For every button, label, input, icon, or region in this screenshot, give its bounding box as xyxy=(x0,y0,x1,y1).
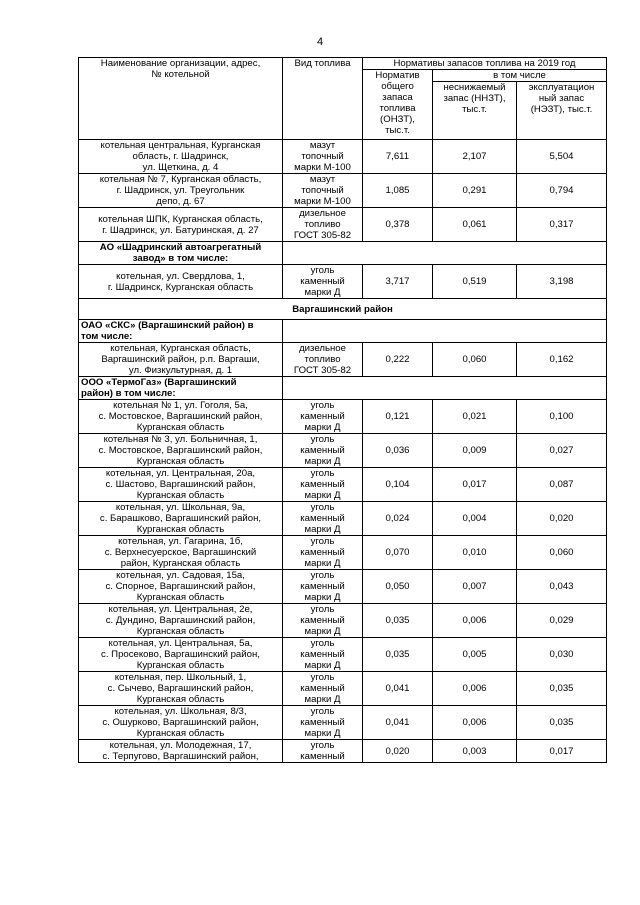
nnzt-cell: 0,017 xyxy=(433,468,517,502)
total-cell: 0,020 xyxy=(363,740,433,763)
group-header-row xyxy=(79,377,607,400)
group-header-row xyxy=(79,242,607,265)
nezt-cell: 0,029 xyxy=(517,604,607,638)
org-cell: котельная, ул. Молодежная, 17, с. Терпугово, Варгашинский район, xyxy=(79,740,283,763)
nnzt-cell: 0,006 xyxy=(433,672,517,706)
total-cell: 0,121 xyxy=(363,400,433,434)
group-empty-cell xyxy=(283,320,607,343)
header-norms: Нормативы запасов топлива на 2019 год xyxy=(363,58,607,70)
table-row xyxy=(79,265,607,299)
nnzt-cell: 0,006 xyxy=(433,604,517,638)
nezt-cell: 3,198 xyxy=(517,265,607,299)
table-row xyxy=(79,343,607,377)
fuel-cell: дизельное топливо ГОСТ 305-82 xyxy=(283,208,363,242)
fuel-cell: мазут топочный марки М-100 xyxy=(283,140,363,174)
nezt-cell: 0,027 xyxy=(517,434,607,468)
fuel-cell: уголь каменный марки Д xyxy=(283,265,363,299)
nezt-cell: 0,030 xyxy=(517,638,607,672)
group-empty-cell xyxy=(283,377,607,400)
org-cell: котельная центральная, Курганская область, г. Шадринск, ул. Щеткина, д. 4 xyxy=(79,140,283,174)
header-org: Наименование организации, адрес, № котельной xyxy=(79,58,283,140)
fuel-cell: уголь каменный марки Д xyxy=(283,604,363,638)
org-cell: котельная, Курганская область, Варгашинский район, р.п. Варгаши, ул. Физкультурная, д. 1 xyxy=(79,343,283,377)
nnzt-cell: 0,003 xyxy=(433,740,517,763)
fuel-cell: дизельное топливо ГОСТ 305-82 xyxy=(283,343,363,377)
org-cell: котельная ШПК, Курганская область, г. Шадринск, ул. Батуринская, д. 27 xyxy=(79,208,283,242)
nezt-cell: 0,100 xyxy=(517,400,607,434)
group-title: АО «Шадринский автоагрегатный завод» в том числе: xyxy=(79,242,283,265)
group-title: ООО «ТермоГаз» (Варгашинский район) в том числе: xyxy=(79,377,283,400)
region-row xyxy=(79,299,607,320)
org-cell: котельная, пер. Школьный, 1, с. Сычево, Варгашинский район, Курганская область xyxy=(79,672,283,706)
fuel-cell: мазут топочный марки М-100 xyxy=(283,174,363,208)
table-row xyxy=(79,434,607,468)
fuel-cell: уголь каменный марки Д xyxy=(283,672,363,706)
nezt-cell: 0,087 xyxy=(517,468,607,502)
nezt-cell: 0,060 xyxy=(517,536,607,570)
header-including: в том числе xyxy=(433,70,607,82)
total-cell: 1,085 xyxy=(363,174,433,208)
header-fuel: Вид топлива xyxy=(283,58,363,140)
nnzt-cell: 0,009 xyxy=(433,434,517,468)
table-row xyxy=(79,140,607,174)
org-cell: котельная № 7, Курганская область, г. Шадринск, ул. Треугольник депо, д. 67 xyxy=(79,174,283,208)
org-cell: котельная № 3, ул. Больничная, 1, с. Мостовское, Варгашинский район, Курганская область xyxy=(79,434,283,468)
fuel-cell: уголь каменный марки Д xyxy=(283,400,363,434)
total-cell: 3,717 xyxy=(363,265,433,299)
total-cell: 0,050 xyxy=(363,570,433,604)
total-cell: 0,222 xyxy=(363,343,433,377)
table-row xyxy=(79,740,607,763)
group-header-row xyxy=(79,320,607,343)
table-row xyxy=(79,174,607,208)
fuel-cell: уголь каменный марки Д xyxy=(283,502,363,536)
total-cell: 7,611 xyxy=(363,140,433,174)
nnzt-cell: 0,291 xyxy=(433,174,517,208)
fuel-cell: уголь каменный xyxy=(283,740,363,763)
total-cell: 0,070 xyxy=(363,536,433,570)
fuel-cell: уголь каменный марки Д xyxy=(283,434,363,468)
fuel-cell: уголь каменный марки Д xyxy=(283,638,363,672)
nnzt-cell: 2,107 xyxy=(433,140,517,174)
nnzt-cell: 0,005 xyxy=(433,638,517,672)
fuel-cell: уголь каменный марки Д xyxy=(283,468,363,502)
table-row xyxy=(79,502,607,536)
table-row xyxy=(79,468,607,502)
region-title: Варгашинский район xyxy=(79,299,607,320)
org-cell: котельная, ул. Центральная, 2е, с. Дундино, Варгашинский район, Курганская область xyxy=(79,604,283,638)
nnzt-cell: 0,519 xyxy=(433,265,517,299)
fuel-norms-table xyxy=(78,57,607,763)
org-cell: котельная, ул. Гагарина, 1б, с. Верхнесуерское, Варгашинский район, Курганская область xyxy=(79,536,283,570)
org-cell: котельная, ул. Свердлова, 1, г. Шадринск, Курганская область xyxy=(79,265,283,299)
group-title: ОАО «СКС» (Варгашинский район) в том числе: xyxy=(79,320,283,343)
total-cell: 0,378 xyxy=(363,208,433,242)
nnzt-cell: 0,007 xyxy=(433,570,517,604)
fuel-cell: уголь каменный марки Д xyxy=(283,536,363,570)
total-cell: 0,024 xyxy=(363,502,433,536)
nezt-cell: 5,504 xyxy=(517,140,607,174)
total-cell: 0,035 xyxy=(363,604,433,638)
nezt-cell: 0,162 xyxy=(517,343,607,377)
total-cell: 0,036 xyxy=(363,434,433,468)
total-cell: 0,035 xyxy=(363,638,433,672)
org-cell: котельная, ул. Центральная, 5а, с. Просеково, Варгашинский район, Курганская область xyxy=(79,638,283,672)
nezt-cell: 0,035 xyxy=(517,672,607,706)
org-cell: котельная, ул. Школьная, 9а, с. Барашково, Варгашинский район, Курганская область xyxy=(79,502,283,536)
fuel-cell: уголь каменный марки Д xyxy=(283,570,363,604)
nnzt-cell: 0,021 xyxy=(433,400,517,434)
nnzt-cell: 0,061 xyxy=(433,208,517,242)
header-nezt: эксплуатацион ный запас (НЭЗТ), тыс.т. xyxy=(517,82,607,140)
table-row xyxy=(79,706,607,740)
total-cell: 0,041 xyxy=(363,672,433,706)
header-total: Норматив общего запаса топлива (ОНЗТ), тыс.т. xyxy=(363,70,433,140)
nezt-cell: 0,043 xyxy=(517,570,607,604)
nnzt-cell: 0,010 xyxy=(433,536,517,570)
group-empty-cell xyxy=(283,242,607,265)
page-number: 4 xyxy=(316,36,324,48)
table-row xyxy=(79,536,607,570)
org-cell: котельная № 1, ул. Гоголя, 5а, с. Мостовское, Варгашинский район, Курганская область xyxy=(79,400,283,434)
table-row xyxy=(79,604,607,638)
table-row xyxy=(79,672,607,706)
table-row xyxy=(79,400,607,434)
nezt-cell: 0,794 xyxy=(517,174,607,208)
table-row xyxy=(79,638,607,672)
org-cell: котельная, ул. Школьная, 8/3, с. Ошурково, Варгашинский район, Курганская область xyxy=(79,706,283,740)
table-row xyxy=(79,208,607,242)
nnzt-cell: 0,006 xyxy=(433,706,517,740)
fuel-cell: уголь каменный марки Д xyxy=(283,706,363,740)
nezt-cell: 0,035 xyxy=(517,706,607,740)
org-cell: котельная, ул. Центральная, 20а, с. Шастово, Варгашинский район, Курганская область xyxy=(79,468,283,502)
total-cell: 0,104 xyxy=(363,468,433,502)
table-row xyxy=(79,570,607,604)
nezt-cell: 0,020 xyxy=(517,502,607,536)
nnzt-cell: 0,060 xyxy=(433,343,517,377)
nezt-cell: 0,317 xyxy=(517,208,607,242)
nnzt-cell: 0,004 xyxy=(433,502,517,536)
nezt-cell: 0,017 xyxy=(517,740,607,763)
org-cell: котельная, ул. Садовая, 15а, с. Спорное, Варгашинский район, Курганская область xyxy=(79,570,283,604)
header-nnzt: неснижаемый запас (ННЗТ), тыс.т. xyxy=(433,82,517,140)
total-cell: 0,041 xyxy=(363,706,433,740)
